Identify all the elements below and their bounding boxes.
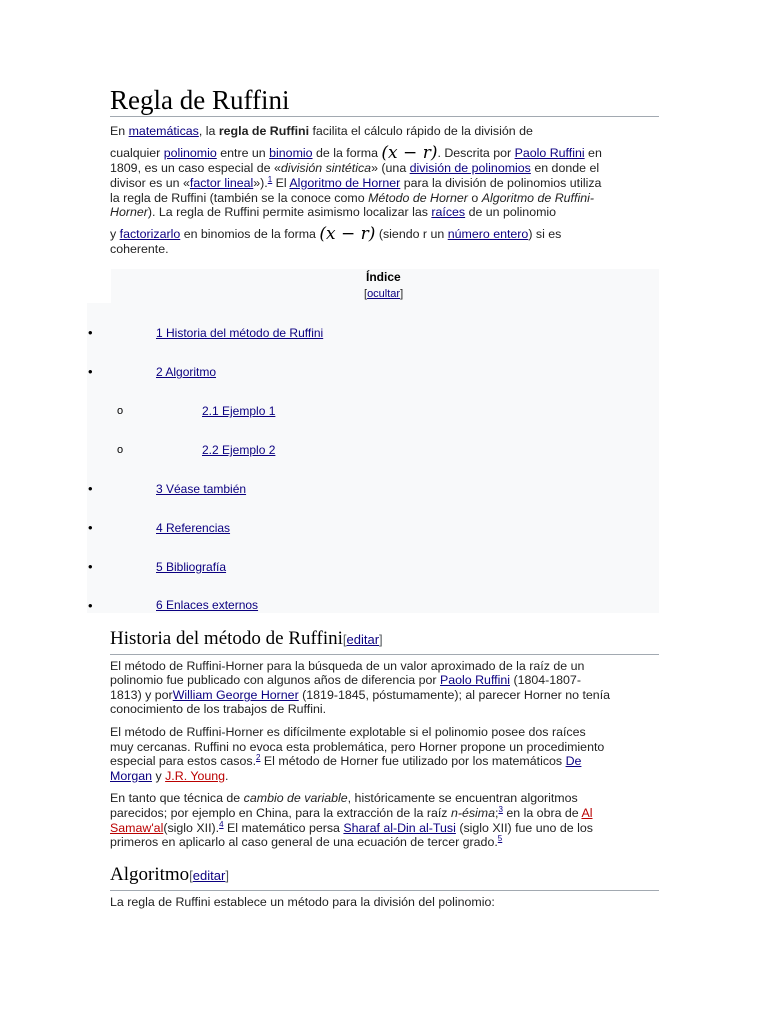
toc-item[interactable]: 4 Referencias <box>156 521 231 535</box>
link-paolo-ruffini[interactable]: Paolo Ruffini <box>514 146 585 160</box>
heading-text: Historia del método de Ruffini <box>110 628 343 649</box>
page-title: Regla de Ruffini <box>110 84 659 117</box>
historia-p3-line-4 <box>110 835 660 850</box>
text: en binomios de la forma <box>180 227 320 241</box>
toc-item[interactable]: 2.1 Ejemplo 1 <box>202 404 276 418</box>
intro-line-3 <box>110 161 660 176</box>
historia-p3-line-2 <box>110 806 660 821</box>
toc-title: Índice <box>366 270 401 284</box>
reference-3[interactable]: 3 <box>498 804 503 814</box>
section-heading-algoritmo <box>110 863 659 891</box>
text: 1813) y por <box>110 688 173 702</box>
bullet: • <box>88 559 93 574</box>
text: (siglo XII). <box>163 821 220 835</box>
intro-line-1 <box>110 124 660 139</box>
bullet: • <box>88 481 93 496</box>
text: y <box>152 769 166 783</box>
text: , la <box>198 124 219 138</box>
text: polinomio fue publicado con algunos años de diferencia por <box>110 673 440 687</box>
bullet: • <box>88 364 93 379</box>
reference-5[interactable]: 5 <box>497 833 503 843</box>
text: En tanto que técnica de <box>110 791 244 805</box>
edit-link[interactable]: editar <box>346 632 380 647</box>
link-polinomio[interactable]: polinomio <box>163 146 217 160</box>
bracket: [ <box>189 868 193 883</box>
text: ). La regla de Ruffini permite asimismo localizar las <box>147 205 432 219</box>
toc-toggle <box>364 288 403 300</box>
text: entre un <box>216 146 270 160</box>
text: . <box>225 769 229 783</box>
historia-p2-line-1: El método de Ruffini-Horner es difícilmente explotable si el polinomio posee dos raíces <box>110 725 586 739</box>
link-factor-lineal[interactable]: factor lineal <box>189 176 254 190</box>
bracket: ] <box>379 632 383 647</box>
intro-line-2 <box>110 143 660 163</box>
toc-gap <box>87 269 111 303</box>
historia-p2-line-4 <box>110 769 660 784</box>
intro-line-7 <box>110 224 660 244</box>
toc-item[interactable]: 3 Véase también <box>156 482 247 496</box>
text: y <box>110 227 120 241</box>
reference-2[interactable]: 2 <box>256 752 261 762</box>
text: parecidos; por ejemplo en China, para la extracción de la raíz <box>110 806 451 820</box>
historia-p1-line-3 <box>110 688 660 703</box>
intro-line-8: coherente. <box>110 242 169 256</box>
link-matematicas[interactable]: matemáticas <box>128 124 199 138</box>
intro-line-4 <box>110 176 660 191</box>
bracket: ] <box>400 288 404 300</box>
toc-item[interactable]: 6 Enlaces externos <box>156 598 259 612</box>
bullet: • <box>88 520 93 535</box>
link-numero-entero[interactable]: número entero <box>447 227 529 241</box>
text: (siendo r un <box>375 227 448 241</box>
text: en <box>584 146 602 160</box>
text: cualquier <box>110 146 164 160</box>
text: (1804-1807- <box>510 673 581 687</box>
text: facilita el cálculo rápido de la división de <box>309 124 533 138</box>
italic-term: Horner <box>110 205 148 219</box>
text: la regla de Ruffini (también se la conoce como <box>110 191 369 205</box>
toc-item[interactable]: 5 Bibliografía <box>156 560 227 574</box>
bold-term: regla de Ruffini <box>218 124 310 138</box>
algoritmo-p1: La regla de Ruffini establece un método para la división del polinomio: <box>110 895 495 909</box>
text: especial para estos casos. <box>110 754 257 768</box>
historia-p2-line-3 <box>110 754 660 769</box>
text: o <box>467 191 482 205</box>
toc-item[interactable]: 2 Algoritmo <box>156 365 217 379</box>
text: . Descrita por <box>437 146 515 160</box>
math-formula: (x − r) <box>381 143 438 163</box>
historia-p1-line-1: El método de Ruffini-Horner para la búsqueda de un valor aproximado de la raíz de un <box>110 659 585 673</box>
intro-line-5 <box>110 191 660 206</box>
text: de un polinomio <box>465 205 557 219</box>
link-al-samawal[interactable]: Al <box>581 806 593 820</box>
italic-term: cambio de variable <box>243 791 348 805</box>
sub-bullet: o <box>117 444 124 456</box>
text: »). <box>253 176 268 190</box>
math-formula: (x − r) <box>319 224 376 244</box>
bullet: • <box>88 325 93 340</box>
link-binomio[interactable]: binomio <box>269 146 313 160</box>
link-factorizarlo[interactable]: factorizarlo <box>119 227 181 241</box>
bullet: • <box>88 598 93 613</box>
text: El <box>272 176 290 190</box>
edit-link[interactable]: editar <box>192 868 226 883</box>
text: para la división de polinomios utiliza <box>400 176 602 190</box>
edit-section <box>189 868 229 883</box>
text: primeros en aplicarlo al caso general de una ecuación de tercer grado. <box>110 835 498 849</box>
link-division-polinomios[interactable]: división de polinomios <box>409 161 531 175</box>
historia-p1-line-2 <box>110 673 660 688</box>
text: de la forma <box>312 146 382 160</box>
text: en la obra de <box>502 806 582 820</box>
text: El matemático persa <box>223 821 344 835</box>
italic-term: n-ésima <box>450 806 496 820</box>
bracket: ] <box>225 868 229 883</box>
text: en donde el <box>530 161 600 175</box>
sub-bullet: o <box>117 405 124 417</box>
bracket: [ <box>364 288 368 300</box>
link-sharaf-al-tusi[interactable]: Sharaf al-Din al-Tusi <box>343 821 456 835</box>
link-william-horner[interactable]: William George Horner <box>172 688 299 702</box>
reference-1[interactable]: 1 <box>267 174 273 184</box>
text: , históricamente se encuentran algoritmos <box>347 791 578 805</box>
italic-term: división sintética <box>280 161 372 175</box>
historia-p3-line-1 <box>110 791 660 806</box>
intro-line-6 <box>110 205 660 220</box>
link-algoritmo-horner[interactable]: Algoritmo de Horner <box>289 176 401 190</box>
text: (1819-1845, póstumamente); al parecer Horner no tenía <box>298 688 611 702</box>
historia-p1-line-4: conocimiento de los trabajos de Ruffini. <box>110 702 327 716</box>
link-jr-young[interactable]: J.R. Young <box>165 769 226 783</box>
toc-item[interactable]: 1 Historia del método de Ruffini <box>156 326 324 340</box>
link-al-samawal[interactable]: Samaw'al <box>110 821 164 835</box>
text: En <box>110 124 129 138</box>
reference-4[interactable]: 4 <box>219 819 224 829</box>
heading-text: Algoritmo <box>110 864 190 885</box>
bracket: [ <box>342 632 347 647</box>
link-de-morgan[interactable]: De <box>565 754 582 768</box>
text: (siglo XII) fue uno de los <box>455 821 593 835</box>
toc-item[interactable]: 2.2 Ejemplo 2 <box>202 443 276 457</box>
italic-term: Algoritmo de Ruffini- <box>481 191 594 205</box>
text: El método de Horner fue utilizado por los matemáticos <box>260 754 566 768</box>
text: 1809, es un caso especial de « <box>110 161 281 175</box>
text: ; <box>495 806 499 820</box>
link-paolo-ruffini[interactable]: Paolo Ruffini <box>439 673 510 687</box>
link-raices[interactable]: raíces <box>431 205 466 219</box>
text: » (una <box>371 161 410 175</box>
section-heading-historia <box>110 627 659 655</box>
historia-p2-line-2: muy cercanas. Ruffini no evoca esta problemática, pero Horner propone un procedimiento <box>110 740 605 754</box>
text: ) si es <box>528 227 562 241</box>
toc-hide-link[interactable]: ocultar <box>367 288 401 300</box>
edit-section <box>343 632 383 647</box>
text: divisor es un « <box>110 176 190 190</box>
historia-p3-line-3 <box>110 821 660 836</box>
italic-term: Método de Horner <box>368 191 468 205</box>
link-de-morgan[interactable]: Morgan <box>110 769 153 783</box>
